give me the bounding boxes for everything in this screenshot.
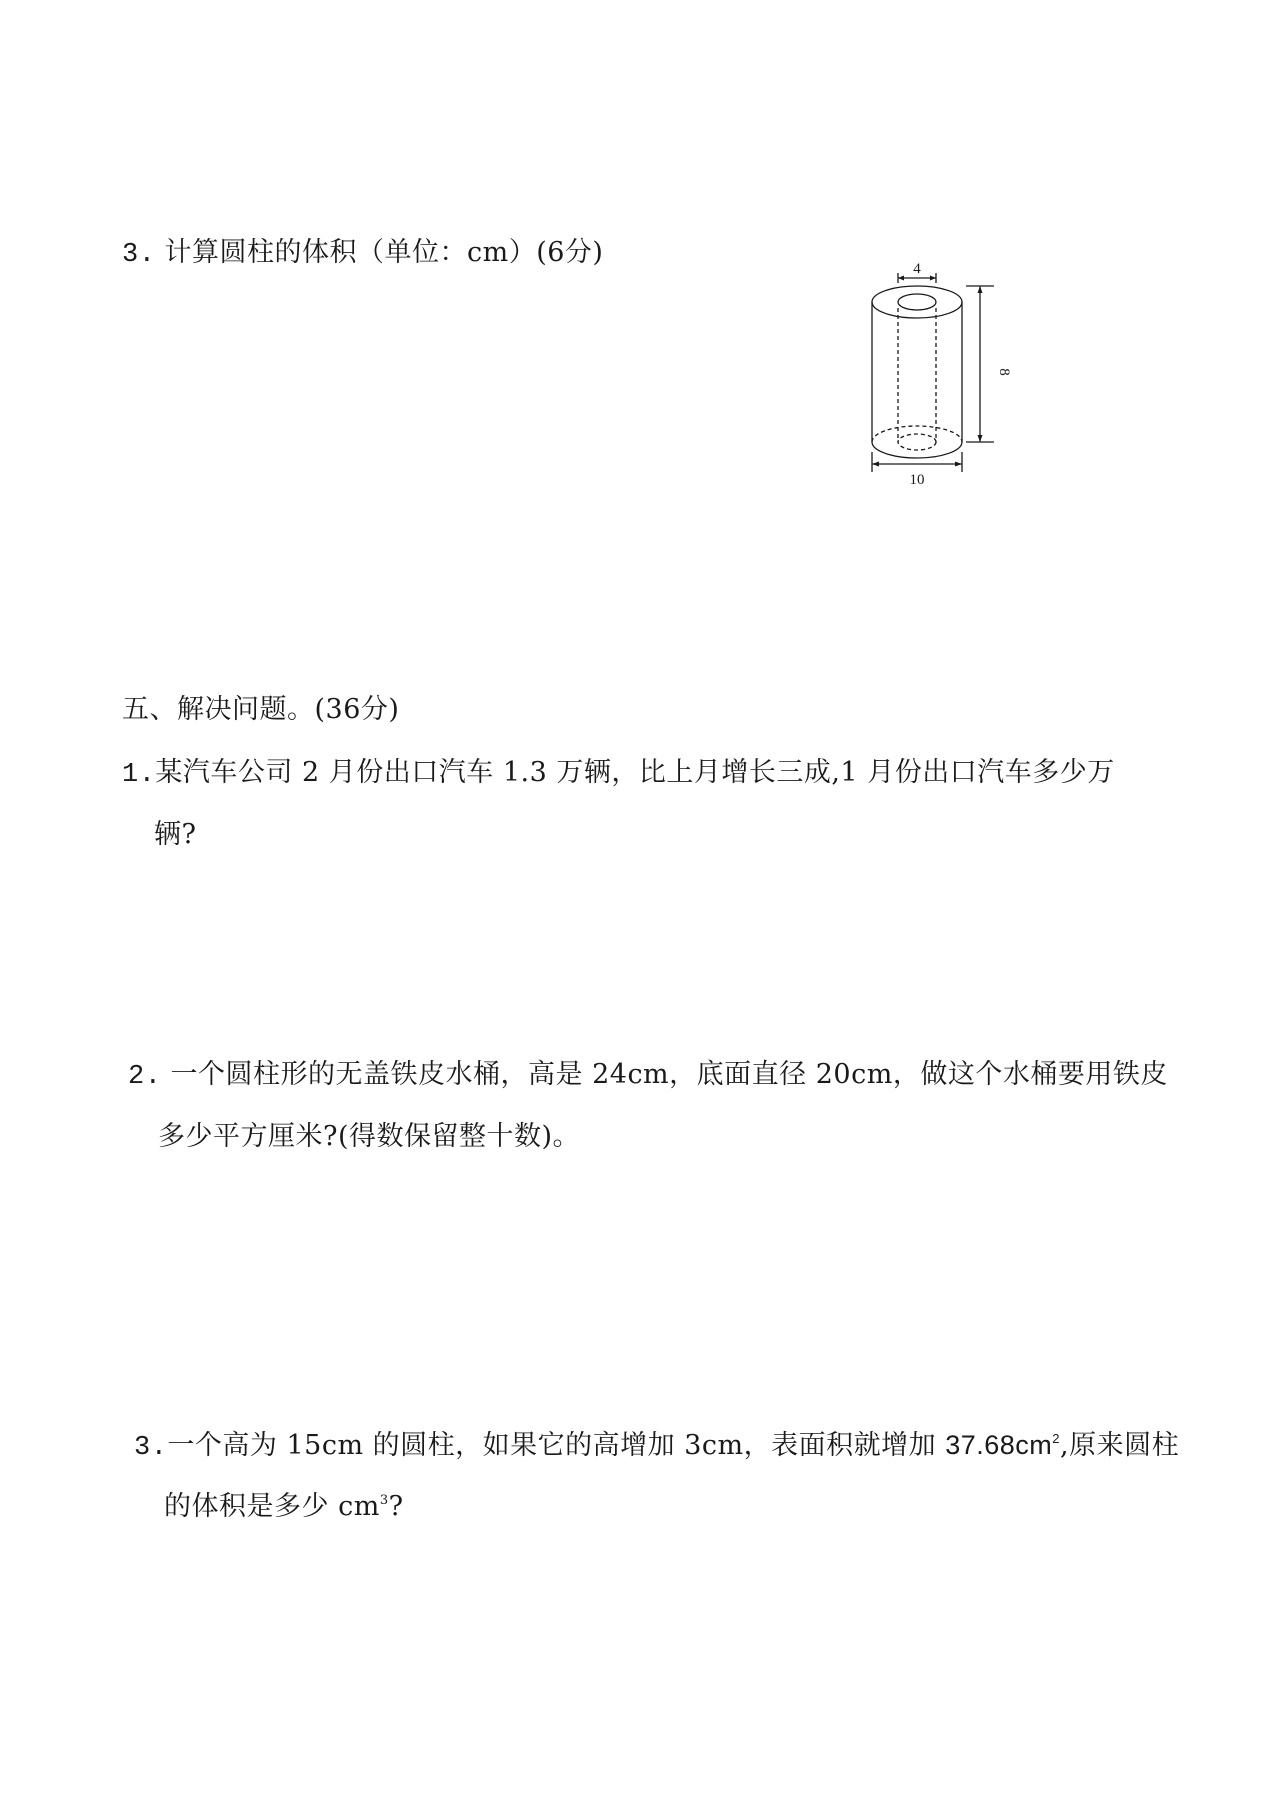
problem-1-line-1 [122, 756, 1115, 792]
arrow-bottom-right [955, 462, 962, 467]
problem-3-line-2 [164, 1484, 404, 1524]
cubed-sup: 3 [379, 1493, 389, 1508]
squared-sup: 2 [1052, 1431, 1061, 1446]
area-increase-value [945, 1430, 1060, 1460]
problem-1-line-2: 辆? [154, 819, 197, 850]
problem-text-tail: ,原来圆柱 [1060, 1430, 1180, 1461]
arrow-top-right [930, 276, 936, 281]
problem-number: 2. [128, 1062, 162, 1092]
arrow-bottom-left [872, 462, 879, 467]
problem-3-line-1 [134, 1422, 1179, 1465]
value-text: 37.68cm [945, 1430, 1053, 1460]
arrow-right-bottom [978, 435, 983, 442]
problem-text: 一个圆柱形的无盖铁皮水桶，高是 24cm，底面直径 20cm，做这个水桶要用铁皮 [170, 1059, 1168, 1090]
label-side: 8 [996, 368, 1012, 376]
problem-text: 的体积是多少 cm [164, 1491, 380, 1522]
problem-number: 3. [134, 1433, 168, 1463]
label-bottom: 10 [909, 472, 925, 488]
outer-top-ellipse [872, 286, 962, 318]
question-number: 3. [122, 240, 156, 270]
section-5-heading: 五、解决问题。(36分) [122, 694, 400, 725]
problem-text: 某汽车公司 2 月份出口汽车 1.3 万辆，比上月增长三成,1 月份出口汽车多少万 [155, 757, 1115, 788]
problem-2-line-2: 多少平方厘米?(得数保留整十数)。 [158, 1121, 581, 1152]
arrow-right-top [978, 286, 983, 293]
question-4-3 [122, 236, 603, 272]
problem-number: 1. [122, 760, 156, 790]
inner-top-ellipse [898, 294, 936, 310]
problem-text: 一个高为 15cm 的圆柱，如果它的高增加 3cm，表面积就增加 [167, 1430, 937, 1461]
question-text: 计算圆柱的体积（单位：cm）(6分) [164, 237, 604, 268]
problem-text-tail: ? [388, 1491, 404, 1522]
problem-2-line-1 [128, 1058, 1168, 1094]
label-top: 4 [913, 262, 921, 277]
arrow-top-left [898, 276, 904, 281]
hollow-cylinder-figure [840, 262, 1020, 494]
inner-bottom-ellipse [898, 434, 936, 450]
